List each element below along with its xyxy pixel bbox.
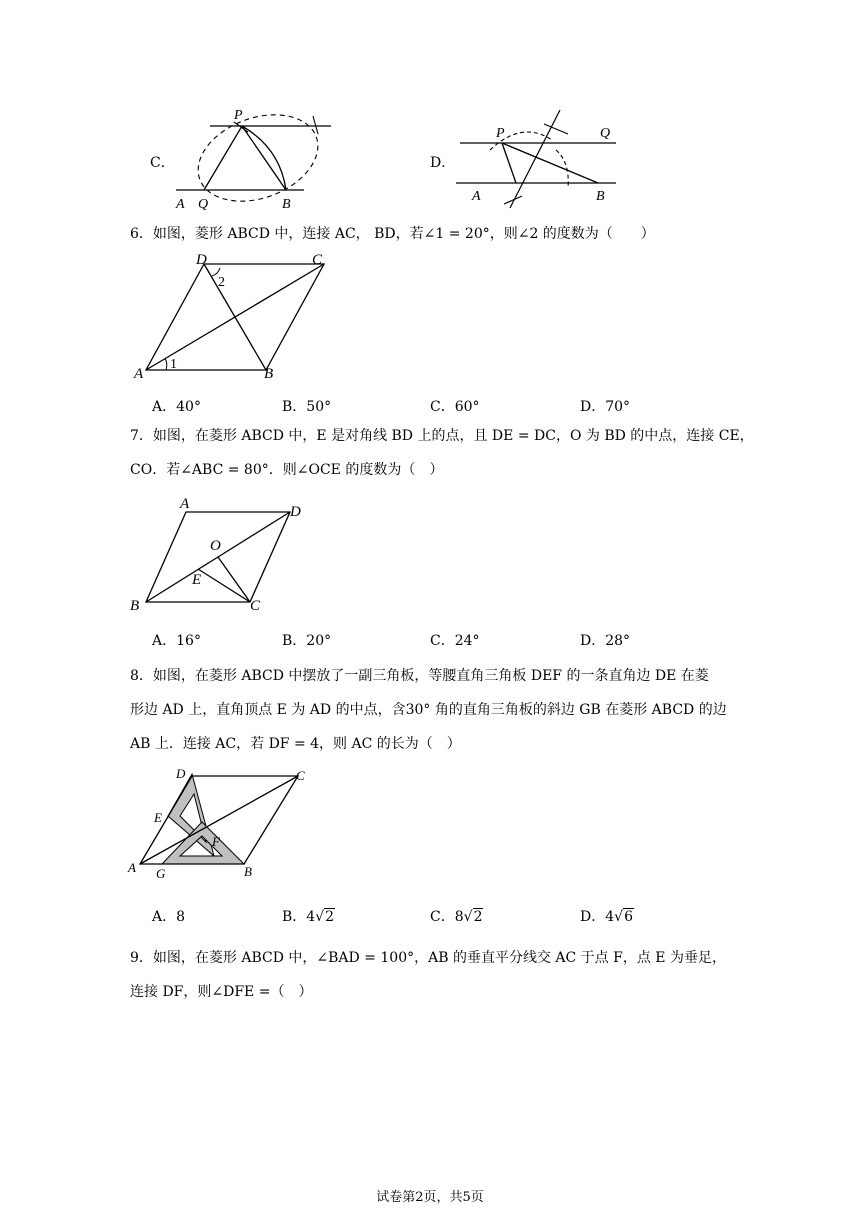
choice-coefficient: 8 bbox=[454, 909, 464, 925]
choice-label: A． bbox=[152, 633, 177, 649]
option-d-label: D． bbox=[430, 155, 456, 171]
fig-c-label-b: B bbox=[282, 197, 291, 212]
choice-value: 28° bbox=[605, 633, 631, 649]
q8-label-g: G bbox=[156, 866, 166, 881]
q5-figure-c bbox=[168, 100, 338, 215]
q6-figure bbox=[126, 250, 336, 382]
choice-label: C． bbox=[430, 399, 455, 415]
q7-stem-line2: CO．若∠ABC = 80°．则∠OCE 的度数为（ ） bbox=[130, 462, 444, 478]
q8-choice-c[interactable]: C．8√2 bbox=[430, 909, 483, 925]
q6-label-c: C bbox=[312, 252, 323, 268]
q9-stem-line2: 连接 DF，则∠DFE =（ ） bbox=[130, 984, 313, 1000]
choice-coefficient: 4 bbox=[605, 909, 615, 925]
choice-label: B． bbox=[282, 633, 307, 649]
q5-figure-d bbox=[452, 100, 622, 215]
q6-label-a: A bbox=[134, 366, 144, 382]
q8-label-f: F bbox=[212, 834, 220, 849]
q6-label-angle1: 1 bbox=[170, 357, 177, 372]
choice-radicand: 6 bbox=[624, 909, 633, 925]
fig-d-label-q: Q bbox=[600, 126, 611, 141]
q7-choice-a[interactable] bbox=[152, 630, 201, 650]
fig-d-label-b: B bbox=[596, 189, 605, 204]
q9-stem-line1: 9．如图，在菱形 ABCD 中，∠BAD = 100°，AB 的垂直平分线交 AC 于点 F，点 E 为垂足， bbox=[130, 950, 726, 966]
q7-label-a: A bbox=[180, 496, 190, 512]
fig-d-label-a: A bbox=[472, 189, 481, 204]
q8-figure bbox=[126, 764, 326, 884]
q7-label-b: B bbox=[130, 598, 140, 614]
q8-choice-a[interactable] bbox=[152, 906, 185, 926]
q6-stem: 6．如图，菱形 ABCD 中，连接 AC， BD，若∠1 = 20°，则∠2 的度数为（ ） bbox=[130, 226, 655, 242]
q8-choice-b[interactable]: B．4√2 bbox=[282, 909, 335, 925]
q8-label-c: C bbox=[296, 768, 305, 783]
q7-choice-b[interactable] bbox=[282, 630, 331, 650]
q7-figure bbox=[126, 490, 326, 620]
q7-choice-d[interactable] bbox=[580, 630, 630, 650]
choice-label: B． bbox=[282, 399, 307, 415]
fig-d-label-p: P bbox=[496, 126, 505, 141]
option-c-label: C． bbox=[150, 155, 175, 171]
choice-label: C． bbox=[430, 909, 455, 925]
choice-value: 40° bbox=[176, 399, 201, 415]
q7-label-d: D bbox=[290, 504, 301, 520]
choice-coefficient: 4 bbox=[306, 909, 316, 925]
choice-radicand: 2 bbox=[325, 909, 335, 925]
q8-label-d: D bbox=[176, 766, 186, 781]
choice-value: 24° bbox=[454, 633, 480, 649]
choice-value: 16° bbox=[176, 633, 201, 649]
fig-c-label-p: P bbox=[234, 108, 243, 123]
fig-c-label-a: A bbox=[176, 197, 185, 212]
choice-radicand: 2 bbox=[473, 909, 483, 925]
q8-label-b: B bbox=[244, 864, 252, 879]
choice-value: 70° bbox=[605, 399, 631, 415]
q7-label-c: C bbox=[250, 598, 261, 614]
q8-label-a: A bbox=[128, 860, 136, 875]
fig-c-label-q: Q bbox=[198, 197, 209, 212]
q8-stem-line3: AB 上．连接 AC，若 DF = 4，则 AC 的长为（ ） bbox=[130, 736, 461, 752]
q7-choice-c[interactable] bbox=[430, 630, 480, 650]
q6-choice-c[interactable] bbox=[430, 396, 480, 416]
choice-label: B． bbox=[282, 909, 307, 925]
choice-label: D． bbox=[580, 909, 606, 925]
q6-label-d: D bbox=[196, 252, 207, 268]
q7-label-e: E bbox=[192, 572, 202, 588]
q8-choice-d[interactable]: D．4√6 bbox=[580, 909, 633, 925]
q6-choice-b[interactable] bbox=[282, 396, 331, 416]
choice-label: A． bbox=[152, 909, 177, 925]
choice-value: 20° bbox=[306, 633, 332, 649]
choice-label: A． bbox=[152, 399, 177, 415]
choice-value: 60° bbox=[454, 399, 480, 415]
q8-label-e: E bbox=[154, 810, 162, 825]
q6-label-angle2: 2 bbox=[218, 275, 225, 290]
q7-stem-line1: 7．如图，在菱形 ABCD 中，E 是对角线 BD 上的点，且 DE = DC，O 为 BD 的中点，连接 CE， bbox=[130, 428, 754, 444]
choice-label: D． bbox=[580, 399, 606, 415]
q8-stem-line1: 8．如图，在菱形 ABCD 中摆放了一副三角板，等腰直角三角板 DEF 的一条直角边 DE 在菱 bbox=[130, 668, 709, 684]
choice-value: 50° bbox=[306, 399, 332, 415]
choice-label: D． bbox=[580, 633, 606, 649]
q7-label-o: O bbox=[210, 538, 221, 554]
q8-stem-line2: 形边 AD 上，直角顶点 E 为 AD 的中点，含30° 角的直角三角板的斜边 GB 在菱形 ABCD 的边 bbox=[130, 702, 727, 718]
q6-label-b: B bbox=[264, 366, 274, 382]
choice-value: 8 bbox=[176, 909, 186, 925]
q6-choice-a[interactable] bbox=[152, 396, 201, 416]
q6-choice-d[interactable] bbox=[580, 396, 630, 416]
choice-label: C． bbox=[430, 633, 455, 649]
page-footer: 试卷第2页，共5页 bbox=[376, 1190, 484, 1205]
